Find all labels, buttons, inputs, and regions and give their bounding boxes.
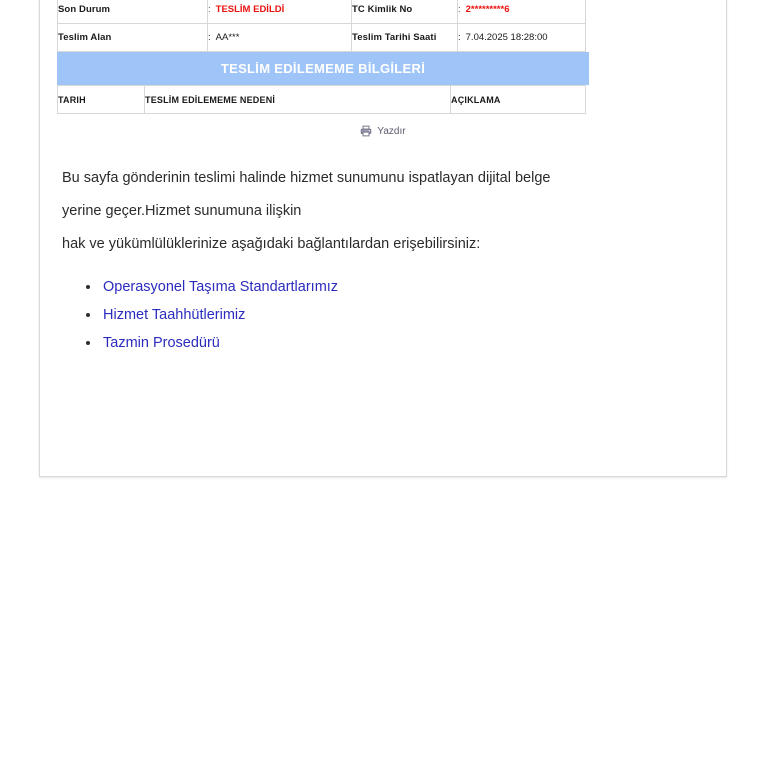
printer-icon <box>360 125 372 137</box>
delivery-label-datetime: Teslim Tarihi Saati <box>352 24 458 52</box>
undelivered-info-table <box>57 85 586 114</box>
delivery-value-tc-id <box>458 0 586 24</box>
print-row <box>40 125 726 140</box>
table-row <box>58 24 586 52</box>
notice-line-2: yerine geçer.Hizmet sunumuna ilişkin <box>62 203 302 219</box>
delivery-label-receiver: Teslim Alan <box>58 24 208 52</box>
list-item <box>84 301 726 329</box>
notice-line-1: Bu sayfa gönderinin teslimi halinde hizmet sunumunu ispatlayan dijital belge <box>62 170 551 186</box>
delivery-label-tc-id: TC Kimlik No <box>352 0 458 24</box>
delivery-info-table <box>57 0 586 52</box>
undelivered-section-title: TESLİM EDİLEMEME BİLGİLERİ <box>220 61 426 76</box>
list-item <box>84 329 726 357</box>
delivery-value-datetime-text: 7.04.2025 18:28:00 <box>465 32 548 43</box>
delivery-value-datetime <box>458 24 586 52</box>
separator-colon: : <box>458 32 461 43</box>
notice-text <box>62 162 702 261</box>
reference-links-list <box>84 273 726 357</box>
delivery-label-status: Son Durum <box>58 0 208 24</box>
print-button-label: Yazdır <box>377 125 406 137</box>
table-header-row <box>58 86 586 114</box>
separator-colon: : <box>208 32 211 43</box>
link-operational-standards[interactable]: Operasyonel Taşıma Standartlarımız <box>103 279 339 295</box>
delivery-value-tc-id-text: 2*********6 <box>465 4 510 15</box>
undelivered-column-date: TARIH <box>58 86 145 114</box>
undelivered-column-description: AÇIKLAMA <box>451 86 586 114</box>
delivery-value-status <box>208 0 352 24</box>
notice-line-3: hak ve yükümlülüklerinize aşağıdaki bağlantılardan erişebilirsiniz: <box>62 236 481 252</box>
list-item <box>84 273 726 301</box>
separator-colon: : <box>208 4 211 15</box>
status-badge: TESLİM EDİLDİ <box>215 4 285 15</box>
delivery-receipt-card <box>39 0 727 477</box>
link-service-commitments[interactable]: Hizmet Taahhütlerimiz <box>103 307 246 323</box>
separator-colon: : <box>458 4 461 15</box>
delivery-value-receiver <box>208 24 352 52</box>
undelivered-section-header <box>57 52 589 85</box>
undelivered-column-reason: TESLİM EDİLEMEME NEDENİ <box>145 86 451 114</box>
link-compensation-procedure[interactable]: Tazmin Prosedürü <box>103 335 220 351</box>
print-button[interactable] <box>360 125 405 137</box>
table-row <box>58 0 586 24</box>
delivery-value-receiver-text: AA*** <box>215 32 240 43</box>
